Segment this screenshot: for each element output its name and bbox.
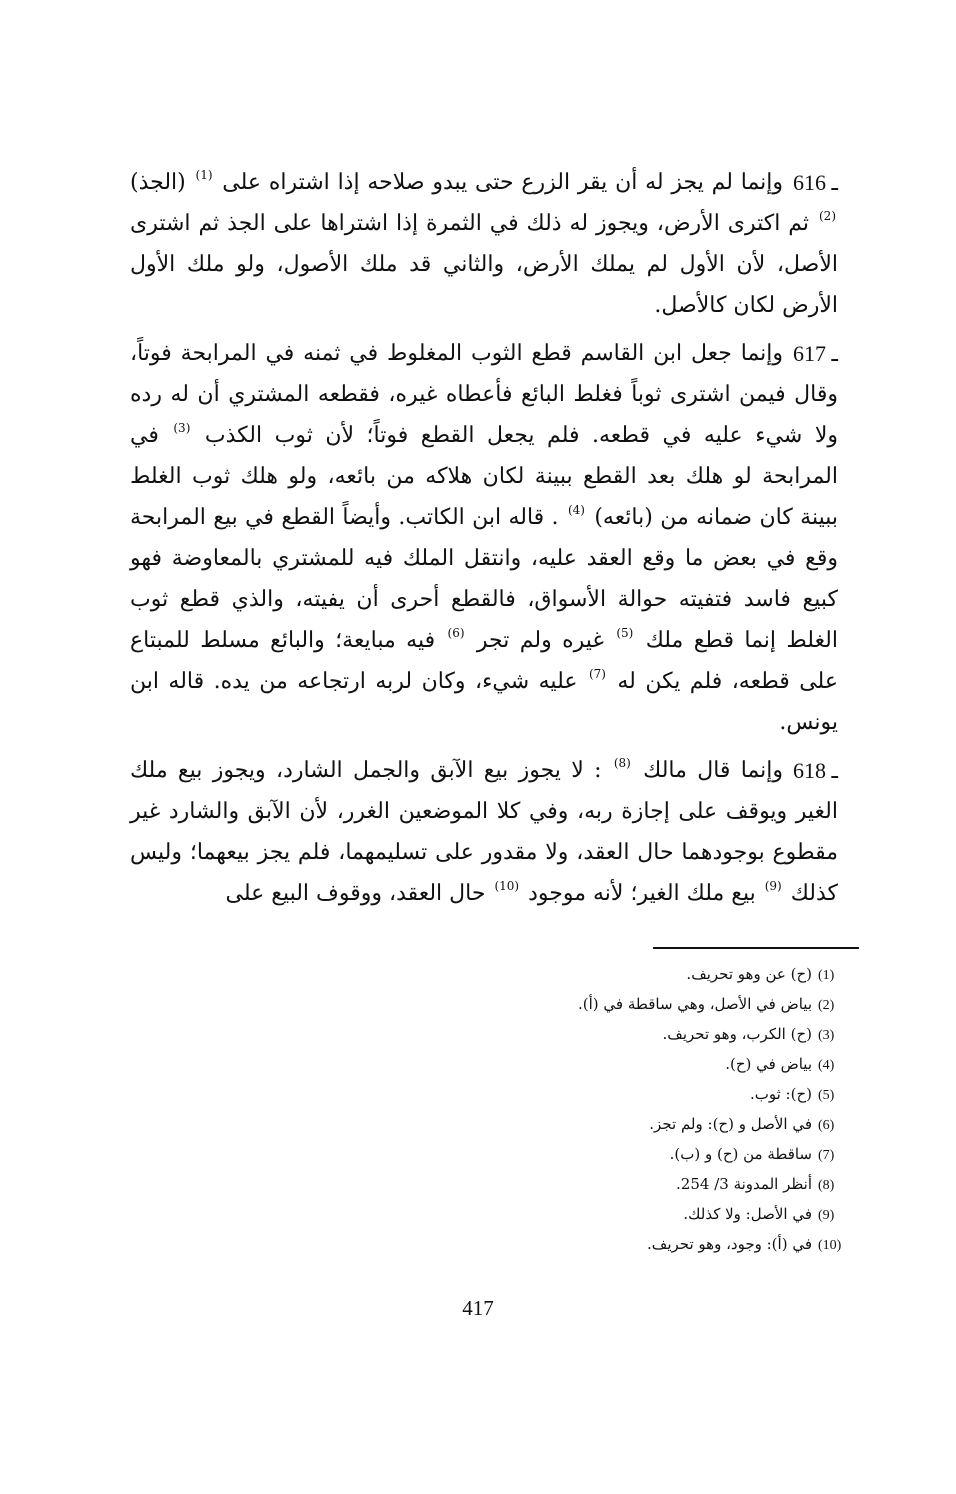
- footnote-item: [348, 1140, 848, 1170]
- entry-text: حال العقد، ووقوف البيع على: [225, 881, 486, 906]
- footnote-item: [348, 1230, 848, 1260]
- footnote-number: (4): [818, 1058, 835, 1073]
- footnote-item: [348, 1020, 848, 1050]
- footnote-ref: (1): [195, 168, 213, 182]
- entry-text: في المرابحة لو هلك بعد القطع ببينة لكان هلاكه من بائعه، ولو هلك ثوب الغلط ببينة كان ضمانه من (بائعه): [130, 423, 839, 530]
- entry-text: (الجذ): [130, 170, 186, 195]
- main-text: [130, 162, 838, 921]
- footnote-number: (10): [818, 1238, 842, 1253]
- entry-text: وإنما جعل ابن القاسم قطع الثوب المغلوط في ثمنه في المرابحة فوتاً، وقال فيمن اشترى ثوباً فغلط البائع فأعطاه غيره، فقطعه المشتري أن له رده ولا شيء عليه في قطعه. فلم يجعل القطع فوتاً؛ لأن ثوب الكذب: [130, 341, 838, 448]
- footnote-number: (8): [818, 1178, 835, 1193]
- footnote-number: (9): [818, 1208, 835, 1223]
- footnote-text: في الأصل: ولا كذلك.: [683, 1205, 812, 1223]
- footnote-item: [348, 990, 848, 1020]
- footnote-item: [348, 1200, 848, 1230]
- entry-text: بيع ملك الغير؛ لأنه موجود: [528, 881, 756, 906]
- footnote-item: [348, 1080, 848, 1110]
- footnote-item: [348, 1050, 848, 1080]
- footnote-ref: (6): [447, 626, 465, 640]
- footnote-number: (7): [818, 1148, 835, 1163]
- footnote-number: (1): [818, 968, 835, 983]
- footnote-number: (3): [818, 1028, 835, 1043]
- entry-text: ثم اكترى الأرض، ويجوز له ذلك في الثمرة إذا اشتراها على الجذ ثم اشترى الأصل، لأن الأول لم يملك الأرض، والثاني قد ملك الأصول، ولو ملك الأول الأرض لكان كالأصل.: [130, 211, 838, 318]
- footnote-number: (5): [818, 1088, 835, 1103]
- footnote-text: بياض في الأصل، وهي ساقطة في (أ).: [578, 995, 812, 1013]
- footnote-ref: (5): [616, 626, 634, 640]
- entry-text: وإنما قال مالك: [643, 758, 784, 783]
- footnote-text: في الأصل و (ح): ولم تجز.: [649, 1115, 812, 1133]
- footnote-text: (ح): ثوب.: [749, 1085, 812, 1103]
- footnote-text: أنظر المدونة 3/ 254.: [676, 1175, 812, 1193]
- footnote-item: [348, 1170, 848, 1200]
- entry-text: وإنما لم يجز له أن يقر الزرع حتى يبدو صلاحه إذا اشتراه على: [222, 170, 784, 195]
- footnote-ref: (9): [764, 879, 782, 893]
- footnote-item: [348, 960, 848, 990]
- page-number: 417: [462, 1296, 494, 1320]
- footnote-ref: (2): [819, 209, 836, 223]
- entry-text: : لا يجوز بيع الآبق والجمل الشارد، ويجوز بيع ملك الغير ويوقف على إجازة ربه، وفي كلا الموضعين الغرر، لأن الآبق والشارد غير مقطوع بوجودهما حال العقد، ولا مقدور على تسليمهما، فلم يجز بيعهما؛ وليس كذلك: [130, 758, 839, 906]
- footnote-divider: [653, 947, 859, 949]
- footnote-ref: (4): [567, 503, 585, 517]
- footnote-text: بياض في (ح).: [725, 1055, 812, 1073]
- footnote-text: في (أ): وجود، وهو تحريف.: [647, 1235, 812, 1253]
- entry-618: [130, 750, 838, 914]
- entry-text: عليه شيء، وكان لربه ارتجاعه من يده. قاله ابن يونس.: [130, 669, 838, 735]
- entry-616: [130, 162, 838, 326]
- entry-number: 616 ـ: [793, 170, 838, 195]
- footnote-ref: (8): [613, 756, 631, 770]
- footnote-item: [348, 1110, 848, 1140]
- footnote-text: (ح) عن وهو تحريف.: [686, 965, 812, 983]
- entry-number: 617 ـ: [793, 341, 838, 366]
- footnote-ref: (3): [173, 421, 191, 435]
- footnote-number: (2): [818, 998, 835, 1013]
- entry-text: فيه مبايعة؛ والبائع مسلط للمبتاع على قطعه، فلم يكن له: [130, 628, 838, 694]
- footnotes-list: [348, 960, 848, 1260]
- footnote-number: (6): [818, 1118, 835, 1133]
- entry-text: . قاله ابن الكاتب. وأيضاً القطع في بيع المرابحة وقع في بعض ما وقع العقد عليه، وانتقل الملك فيه للمشتري بالمعاوضة فهو كبيع فاسد فتفيته حوالة الأسواق، فالقطع أحرى أن يفيته، والذي قطع ثوب الغلط إنما قطع ملك: [130, 505, 838, 653]
- footnote-text: (ح) الكرب، وهو تحريف.: [662, 1025, 812, 1043]
- footnote-ref: (7): [588, 667, 606, 681]
- entry-text: غيره ولم تجر: [476, 628, 604, 653]
- footnote-ref: (10): [494, 879, 520, 893]
- entry-617: [130, 333, 838, 743]
- footnote-text: ساقطة من (ح) و (ب).: [669, 1145, 812, 1163]
- entry-number: 618 ـ: [793, 758, 838, 783]
